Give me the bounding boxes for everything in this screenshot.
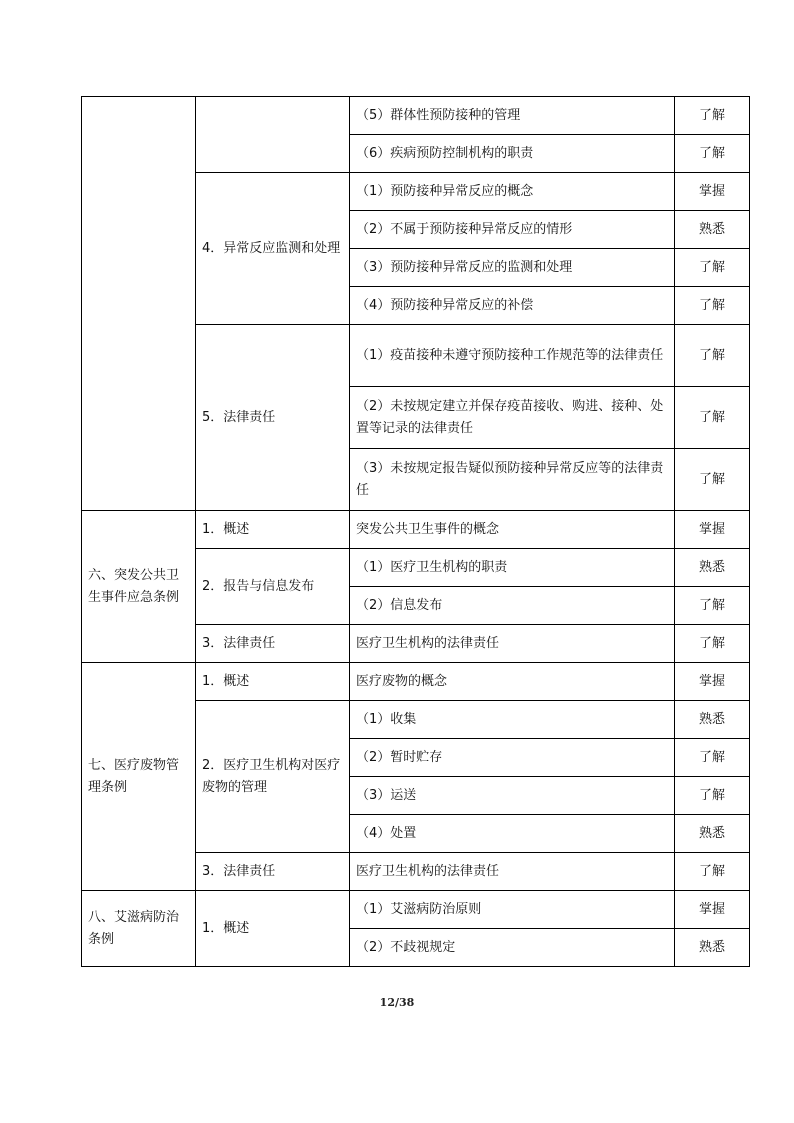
item-cell: （2）暂时贮存 xyxy=(350,739,675,777)
topic-cell: 3．法律责任 xyxy=(196,853,350,891)
level-cell: 熟悉 xyxy=(675,815,750,853)
level-cell: 熟悉 xyxy=(675,549,750,587)
level-cell: 熟悉 xyxy=(675,701,750,739)
table-row xyxy=(82,663,750,701)
topic-cell: 1．概述 xyxy=(196,511,350,549)
level-cell: 了解 xyxy=(675,325,750,387)
item-cell: 医疗卫生机构的法律责任 xyxy=(350,625,675,663)
level-cell: 了解 xyxy=(675,449,750,511)
level-cell: 掌握 xyxy=(675,173,750,211)
section-cell: 八、艾滋病防治条例 xyxy=(82,891,196,967)
level-cell: 了解 xyxy=(675,97,750,135)
item-cell: （4）处置 xyxy=(350,815,675,853)
syllabus-table xyxy=(81,96,750,967)
topic-cell: 1．概述 xyxy=(196,891,350,967)
level-cell: 了解 xyxy=(675,587,750,625)
item-cell: 医疗废物的概念 xyxy=(350,663,675,701)
item-cell: 突发公共卫生事件的概念 xyxy=(350,511,675,549)
item-cell: （1）收集 xyxy=(350,701,675,739)
item-cell: （3）运送 xyxy=(350,777,675,815)
section-cell: 六、突发公共卫生事件应急条例 xyxy=(82,511,196,663)
item-cell: （2）不歧视规定 xyxy=(350,929,675,967)
level-cell: 熟悉 xyxy=(675,929,750,967)
item-cell: （2）信息发布 xyxy=(350,587,675,625)
topic-cell: 4．异常反应监测和处理 xyxy=(196,173,350,325)
section-cell: 七、医疗废物管理条例 xyxy=(82,663,196,891)
section-cell xyxy=(82,97,196,511)
level-cell: 了解 xyxy=(675,387,750,449)
level-cell: 了解 xyxy=(675,777,750,815)
item-cell: 医疗卫生机构的法律责任 xyxy=(350,853,675,891)
level-cell: 了解 xyxy=(675,739,750,777)
table-row xyxy=(82,511,750,549)
topic-cell: 2．报告与信息发布 xyxy=(196,549,350,625)
level-cell: 了解 xyxy=(675,853,750,891)
item-cell: （2）不属于预防接种异常反应的情形 xyxy=(350,211,675,249)
item-cell: （3）预防接种异常反应的监测和处理 xyxy=(350,249,675,287)
level-cell: 了解 xyxy=(675,135,750,173)
item-cell: （4）预防接种异常反应的补偿 xyxy=(350,287,675,325)
item-cell: （1）疫苗接种未遵守预防接种工作规范等的法律责任 xyxy=(350,325,675,387)
topic-cell: 5．法律责任 xyxy=(196,325,350,511)
level-cell: 掌握 xyxy=(675,511,750,549)
item-cell: （3）未按规定报告疑似预防接种异常反应等的法律责任 xyxy=(350,449,675,511)
level-cell: 熟悉 xyxy=(675,211,750,249)
item-cell: （1）预防接种异常反应的概念 xyxy=(350,173,675,211)
topic-cell xyxy=(196,97,350,173)
page-number: 12/38 xyxy=(379,996,415,1009)
item-cell: （1）医疗卫生机构的职责 xyxy=(350,549,675,587)
level-cell: 了解 xyxy=(675,625,750,663)
level-cell: 了解 xyxy=(675,287,750,325)
item-cell: （2）未按规定建立并保存疫苗接收、购进、接种、处置等记录的法律责任 xyxy=(350,387,675,449)
topic-cell: 1．概述 xyxy=(196,663,350,701)
item-cell: （5）群体性预防接种的管理 xyxy=(350,97,675,135)
topic-cell: 3．法律责任 xyxy=(196,625,350,663)
item-cell: （6）疾病预防控制机构的职责 xyxy=(350,135,675,173)
level-cell: 了解 xyxy=(675,249,750,287)
level-cell: 掌握 xyxy=(675,891,750,929)
topic-cell: 2．医疗卫生机构对医疗废物的管理 xyxy=(196,701,350,853)
level-cell: 掌握 xyxy=(675,663,750,701)
table-row xyxy=(82,97,750,135)
table-row xyxy=(82,891,750,929)
item-cell: （1）艾滋病防治原则 xyxy=(350,891,675,929)
